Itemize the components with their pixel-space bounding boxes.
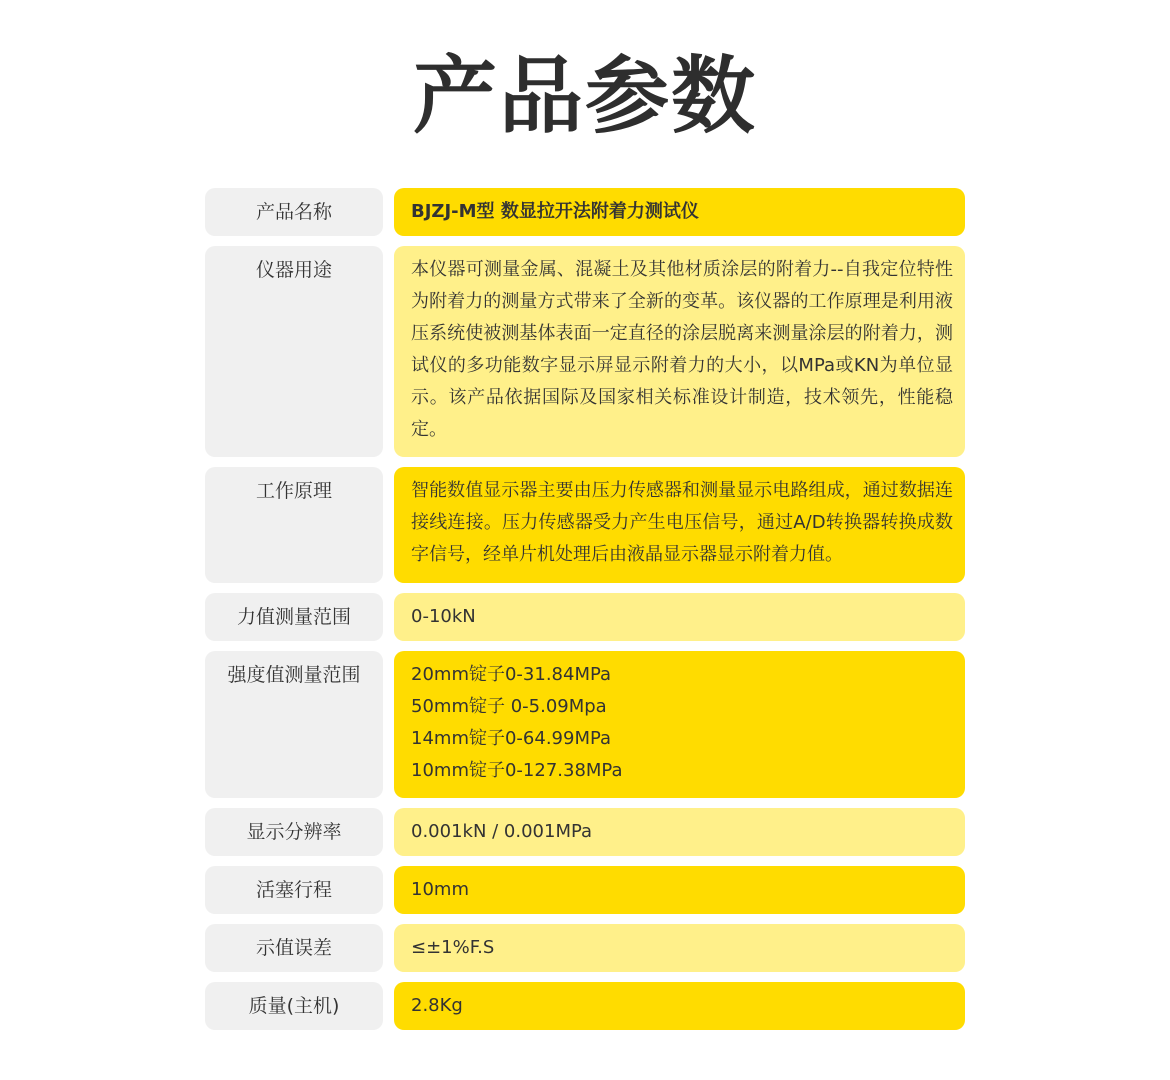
spec-row-weight bbox=[205, 982, 965, 1030]
spec-value: BJZJ-M型 数显拉开法附着力测试仪 bbox=[394, 188, 965, 236]
spec-label: 仪器用途 bbox=[205, 246, 383, 457]
spec-value: 2.8Kg bbox=[394, 982, 965, 1030]
spec-value-line: 10mm锭子0-127.38MPa bbox=[411, 760, 623, 781]
spec-label: 显示分辨率 bbox=[205, 808, 383, 856]
spec-row-resolution bbox=[205, 808, 965, 856]
spec-row-usage bbox=[205, 246, 965, 457]
spec-label: 活塞行程 bbox=[205, 866, 383, 914]
spec-value: 本仪器可测量金属、混凝土及其他材质涂层的附着力--自我定位特性为附着力的测量方式带来了全新的变革。该仪器的工作原理是利用液压系统使被测基体表面一定直径的涂层脱离来测量涂层的附着力，测试仪的多功能数字显示屏显示附着力的大小，以MPa或KN为单位显示。该产品依据国际及国家相关标准设计制造，技术领先，性能稳定。 bbox=[394, 246, 965, 457]
spec-value: 0-10kN bbox=[394, 593, 965, 641]
spec-label: 工作原理 bbox=[205, 467, 383, 583]
spec-label: 质量(主机) bbox=[205, 982, 383, 1030]
spec-value: 10mm bbox=[394, 866, 965, 914]
spec-label: 力值测量范围 bbox=[205, 593, 383, 641]
spec-table bbox=[205, 188, 965, 1040]
spec-value-line: 50mm锭子 0-5.09Mpa bbox=[411, 696, 607, 717]
spec-row-piston-stroke bbox=[205, 866, 965, 914]
spec-row-product-name bbox=[205, 188, 965, 236]
page-title: 产品参数 bbox=[412, 47, 757, 145]
spec-label: 产品名称 bbox=[205, 188, 383, 236]
spec-row-force-range bbox=[205, 593, 965, 641]
spec-row-strength-range bbox=[205, 651, 965, 798]
spec-value-line: 14mm锭子0-64.99MPa bbox=[411, 728, 612, 749]
spec-label: 强度值测量范围 bbox=[205, 651, 383, 798]
spec-value: 智能数值显示器主要由压力传感器和测量显示电路组成，通过数据连接线连接。压力传感器受力产生电压信号，通过A/D转换器转换成数字信号，经单片机处理后由液晶显示器显示附着力值。 bbox=[394, 467, 965, 583]
spec-value bbox=[394, 651, 965, 798]
spec-value: 0.001kN / 0.001MPa bbox=[394, 808, 965, 856]
spec-value-line: 20mm锭子0-31.84MPa bbox=[411, 664, 612, 685]
spec-row-principle bbox=[205, 467, 965, 583]
spec-value: ≤±1%F.S bbox=[394, 924, 965, 972]
spec-label: 示值误差 bbox=[205, 924, 383, 972]
spec-row-error bbox=[205, 924, 965, 972]
